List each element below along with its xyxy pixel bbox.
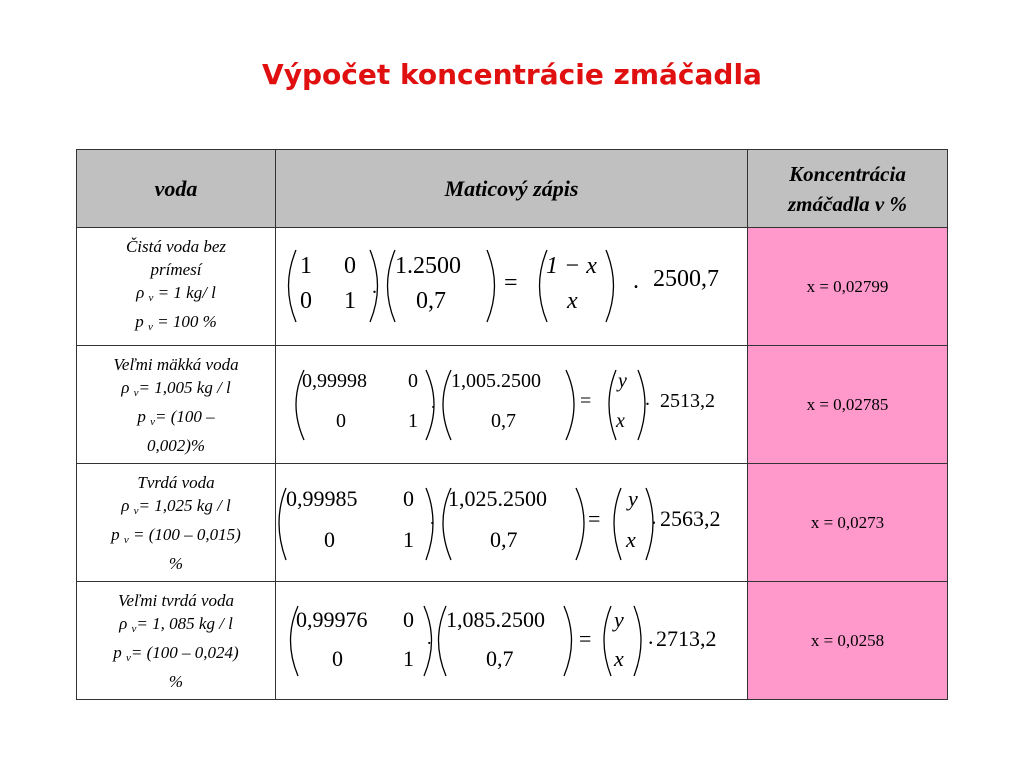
purity-line: p $_v$ = 100 % (135, 311, 217, 333)
matrix-equation: 0,99998 0 0 1 . 1,005.2500 0,7 = y x . 2513,2 (276, 346, 747, 463)
water-type-cell (77, 346, 276, 464)
water-type-cell (77, 582, 276, 700)
matrix-equation: 0,99985 0 0 1 . 1,025.2500 0,7 = y x . 2563,2 (276, 464, 747, 581)
header-water: voda (77, 150, 276, 228)
matrix-equation-cell (276, 346, 748, 464)
table-row (77, 464, 948, 582)
water-type-cell (77, 464, 276, 582)
density-line: ρ $_v$= 1, 085 kg / l (119, 613, 233, 635)
purity-line-cont: % (168, 553, 184, 573)
matrix-equation: 0,99976 0 0 1 . 1,085.2500 0,7 = y x . 2713,2 (276, 582, 747, 699)
concentration-table (76, 149, 948, 700)
matrix-equation-cell (276, 582, 748, 700)
purity-line: p $_v$= (100 – (137, 406, 215, 428)
density-line: ρ $_v$= 1,005 kg / l (121, 377, 231, 399)
table-header-row (77, 150, 948, 228)
purity-line-cont: % (168, 671, 184, 691)
header-matrix: Maticový zápis (276, 150, 748, 228)
matrix-equation-cell (276, 464, 748, 582)
matrix-equation: 1 0 0 1 . 1.2500 0,7 = 1 − x x . 2500,7 (276, 228, 747, 345)
header-concentration: Koncentrácia zmáčadla v % (748, 150, 948, 228)
result-cell: x = 0,0258 (748, 582, 948, 700)
purity-line-cont: 0,002)% (146, 435, 206, 455)
result-cell: x = 0,02785 (748, 346, 948, 464)
water-name-line1: Veľmi mäkká voda (113, 354, 239, 374)
density-line: ρ $_v$= 1,025 kg / l (121, 495, 231, 517)
table-row (77, 346, 948, 464)
density-line: ρ $_v$ = 1 kg/ l (136, 282, 216, 304)
water-name-line2: prímesí (150, 259, 202, 279)
result-cell: x = 0,02799 (748, 228, 948, 346)
water-name-line1: Tvrdá voda (137, 472, 215, 492)
water-type-cell (77, 228, 276, 346)
purity-line: p $_v$ = (100 – 0,015) (111, 524, 241, 546)
matrix-equation-cell (276, 228, 748, 346)
table-row (77, 582, 948, 700)
page-title: Výpočet koncentrácie zmáčadla (262, 58, 762, 91)
table-row (77, 228, 948, 346)
water-name-line1: Veľmi tvrdá voda (117, 590, 235, 610)
result-cell: x = 0,0273 (748, 464, 948, 582)
purity-line: p $_v$= (100 – 0,024) (113, 642, 239, 664)
water-name-line1: Čistá voda bez (125, 236, 227, 256)
